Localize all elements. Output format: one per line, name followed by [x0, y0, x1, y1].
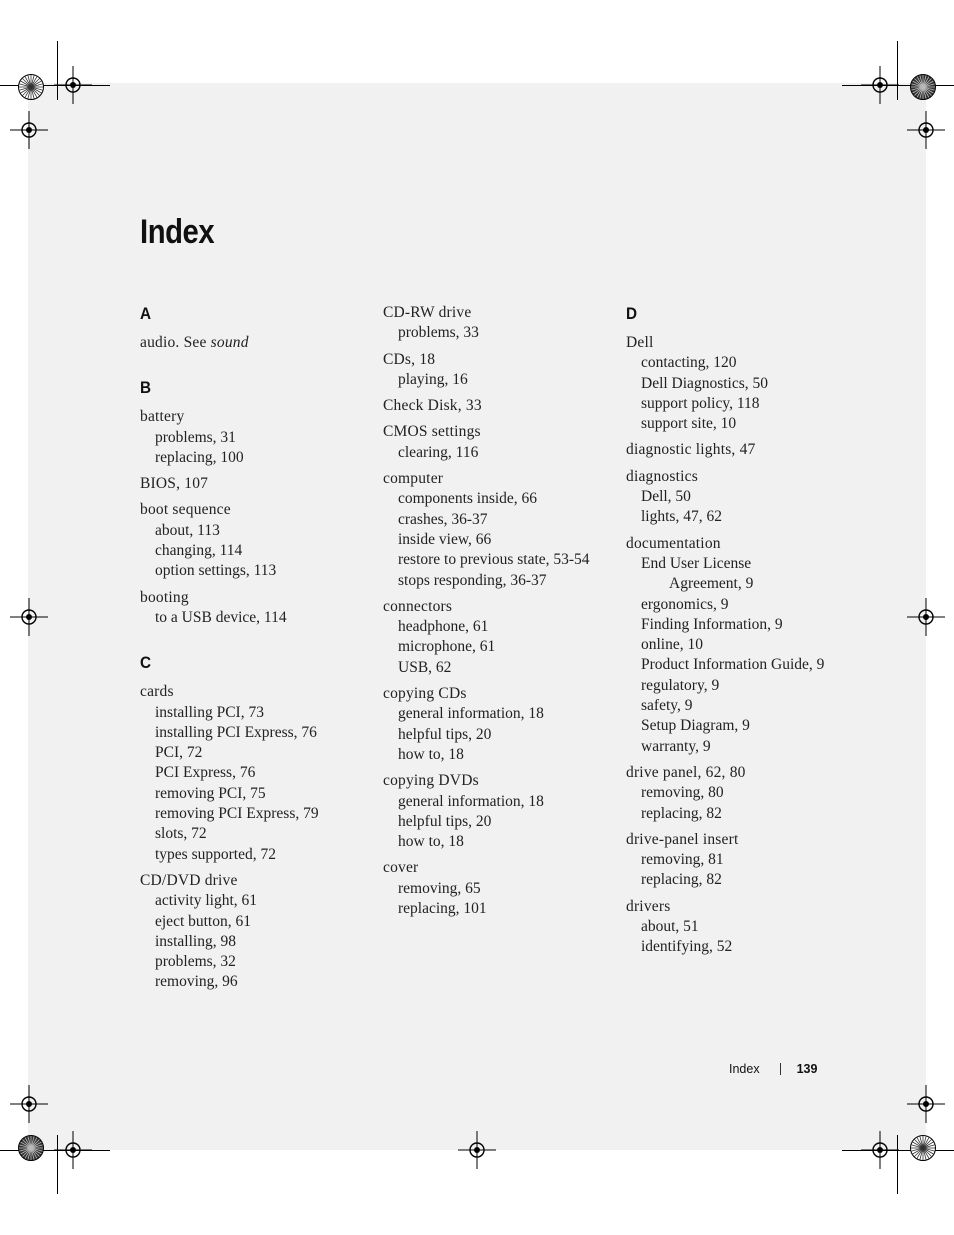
subentry-list	[626, 353, 866, 434]
registration-target-icon	[457, 1130, 497, 1170]
entry-term	[626, 830, 866, 850]
index-entry	[140, 474, 380, 494]
entry-term-text: connectors	[383, 597, 453, 615]
index-entry	[140, 407, 380, 468]
entry-term-text: cards	[140, 683, 174, 701]
entry-term-text: booting	[140, 588, 189, 606]
index-entry	[383, 396, 623, 416]
subentry: safety, 9	[641, 697, 693, 715]
color-starburst-icon	[909, 73, 937, 101]
registration-target-icon	[906, 597, 946, 637]
subentry: Product Information Guide, 9	[641, 656, 825, 674]
registration-target-icon	[9, 110, 49, 150]
entry-term-text: CD/DVD drive	[140, 871, 238, 889]
color-starburst-icon	[909, 1134, 937, 1162]
subentry: removing, 81	[641, 851, 724, 869]
subentry: identifying, 52	[641, 938, 733, 956]
index-entry	[626, 534, 866, 757]
entry-term-text: computer	[383, 470, 444, 488]
subentry: activity light, 61	[155, 892, 258, 910]
index-column-3	[626, 303, 866, 964]
index-entry	[383, 469, 623, 591]
subentry: replacing, 101	[398, 900, 487, 918]
subentry: Dell Diagnostics, 50	[641, 374, 768, 392]
subentry: support site, 10	[641, 415, 737, 433]
entry-term	[140, 871, 380, 891]
subentry-list	[626, 554, 866, 757]
subentry: warranty, 9	[641, 737, 711, 755]
subentry-list	[626, 487, 866, 528]
entry-term-text: battery	[140, 408, 185, 426]
index-entry	[383, 771, 623, 852]
subentry-list	[383, 704, 623, 765]
subentry: contacting, 120	[641, 354, 737, 372]
subentry: installing PCI, 73	[155, 703, 264, 721]
entry-term-text: CD-RW drive	[383, 304, 472, 321]
registration-target-icon	[860, 65, 900, 105]
entry-term	[626, 897, 866, 917]
color-starburst-icon	[17, 73, 45, 101]
subentry-list	[140, 521, 380, 582]
subentry: regulatory, 9	[641, 676, 720, 694]
subentry: installing, 98	[155, 932, 236, 950]
index-entry	[140, 682, 380, 865]
subentry: removing, 80	[641, 784, 724, 802]
letter-gap	[140, 325, 380, 333]
entry-term	[140, 500, 380, 520]
subentry: PCI Express, 76	[155, 764, 256, 782]
subentry: about, 113	[155, 521, 220, 539]
entry-term-text: CMOS settings	[383, 423, 481, 441]
index-entry	[626, 440, 866, 460]
entry-term	[140, 682, 380, 702]
registration-target-icon	[9, 1084, 49, 1124]
index-entry	[383, 303, 623, 344]
subentry: playing, 16	[398, 370, 468, 388]
subentry-list	[626, 850, 866, 891]
entry-term-text: boot sequence	[140, 501, 231, 519]
subentry: installing PCI Express, 76	[155, 723, 317, 741]
entry-term	[626, 333, 866, 353]
entry-term-text: diagnostic lights, 47	[626, 441, 756, 459]
section-letter: C	[140, 653, 152, 673]
index-entry	[383, 422, 623, 463]
entry-term	[383, 597, 623, 617]
entry-term	[383, 303, 623, 323]
subentry: PCI, 72	[155, 744, 203, 762]
color-starburst-icon	[17, 1134, 45, 1162]
index-entry	[626, 467, 866, 528]
subentry: stops responding, 36-37	[398, 571, 547, 589]
entry-term-text: copying CDs	[383, 685, 467, 703]
subentry: Finding Information, 9	[641, 615, 783, 633]
index-entry	[383, 858, 623, 919]
subentry: crashes, 36-37	[398, 510, 488, 528]
subentry: removing PCI, 75	[155, 784, 266, 802]
subentry-list	[383, 617, 623, 678]
subentry-list	[140, 891, 380, 992]
subentry: USB, 62	[398, 658, 452, 676]
section-letter: D	[626, 304, 638, 323]
index-entry	[383, 684, 623, 765]
registration-target-icon	[906, 1084, 946, 1124]
subentry: problems, 31	[155, 428, 236, 446]
subentry: removing, 65	[398, 879, 481, 897]
entry-term-text: diagnostics	[626, 467, 698, 485]
subentry: inside view, 66	[398, 530, 492, 548]
entry-term	[383, 350, 623, 370]
entry-term	[140, 588, 380, 608]
letter-gap	[626, 325, 866, 333]
subentry: to a USB device, 114	[155, 608, 287, 626]
entry-term-text: CDs, 18	[383, 350, 436, 368]
subentry: helpful tips, 20	[398, 725, 492, 743]
subentry-list	[140, 703, 380, 865]
index-entry	[140, 333, 380, 353]
subentry-list	[140, 608, 380, 628]
index-entry	[626, 333, 866, 434]
footer-label: Index	[729, 1062, 760, 1076]
entry-term	[383, 771, 623, 791]
subentry-list	[383, 323, 623, 343]
registration-target-icon	[860, 1130, 900, 1170]
subentry: slots, 72	[155, 825, 207, 843]
registration-target-icon	[53, 65, 93, 105]
subentry-list	[383, 443, 623, 463]
index-column-1	[140, 303, 380, 999]
entry-term	[383, 858, 623, 878]
index-entry	[626, 830, 866, 891]
index-column-2	[383, 303, 623, 925]
subentry: how to, 18	[398, 833, 464, 851]
subentry: replacing, 82	[641, 871, 722, 889]
entry-term-text: copying DVDs	[383, 772, 479, 790]
subentry: online, 10	[641, 636, 703, 654]
entry-term-text: cover	[383, 859, 419, 877]
subentry: replacing, 100	[155, 448, 244, 466]
index-entry	[626, 763, 866, 824]
subentry: headphone, 61	[398, 618, 489, 636]
index-entry	[140, 588, 380, 629]
subentry: lights, 47, 62	[641, 508, 722, 526]
subentry-list	[383, 792, 623, 853]
registration-target-icon	[906, 110, 946, 150]
letter-gap	[140, 674, 380, 682]
subentry: problems, 32	[155, 953, 236, 971]
subentry: clearing, 116	[398, 443, 479, 461]
index-entry	[383, 597, 623, 678]
subentry: how to, 18	[398, 745, 464, 763]
subentry: option settings, 113	[155, 562, 277, 580]
subentry: removing, 96	[155, 973, 238, 991]
entry-term-text: Check Disk, 33	[383, 397, 482, 415]
registration-target-icon	[9, 597, 49, 637]
subentry: ergonomics, 9	[641, 595, 729, 613]
index-entry	[140, 871, 380, 993]
subentry-list	[626, 783, 866, 824]
subentry: eject button, 61	[155, 912, 251, 930]
entry-term-text: drive panel, 62, 80	[626, 763, 746, 781]
subentry: general information, 18	[398, 792, 544, 810]
entry-term	[383, 396, 623, 416]
page-title: Index	[140, 213, 215, 251]
entry-term	[626, 763, 866, 783]
subentry: Agreement, 9	[669, 575, 754, 593]
entry-term-text: BIOS, 107	[140, 475, 209, 493]
index-entry	[383, 350, 623, 391]
subentry: microphone, 61	[398, 638, 496, 656]
subentry: about, 51	[641, 918, 699, 936]
subentry: support policy, 118	[641, 394, 760, 412]
entry-term	[140, 474, 380, 494]
subentry: problems, 33	[398, 324, 479, 342]
entry-term	[140, 333, 380, 353]
section-gap	[140, 634, 380, 652]
entry-term	[383, 684, 623, 704]
subentry: components inside, 66	[398, 490, 538, 508]
entry-term-text: documentation	[626, 534, 721, 552]
subentry: restore to previous state, 53-54	[398, 551, 590, 569]
registration-target-icon	[53, 1130, 93, 1170]
subentry-list	[383, 489, 623, 590]
subentry-list	[626, 917, 866, 958]
subentry: helpful tips, 20	[398, 812, 492, 830]
entry-term-text: Dell	[626, 334, 654, 351]
subentry: Dell, 50	[641, 488, 691, 506]
footer-divider	[780, 1063, 781, 1075]
section-gap	[140, 359, 380, 377]
subentry: types supported, 72	[155, 845, 276, 863]
page-footer	[729, 1062, 817, 1076]
index-entry	[626, 897, 866, 958]
index-entry	[140, 500, 380, 581]
entry-term	[383, 469, 623, 489]
entry-term	[140, 407, 380, 427]
subentry-list	[383, 879, 623, 920]
page-number: 139	[796, 1062, 818, 1076]
subentry: changing, 114	[155, 542, 243, 560]
subentry: removing PCI Express, 79	[155, 805, 319, 823]
subentry: Setup Diagram, 9	[641, 717, 750, 735]
section-letter: B	[140, 378, 152, 398]
section-letter: A	[140, 304, 152, 323]
entry-term-text: drive-panel insert	[626, 830, 739, 848]
see-reference: sound	[210, 334, 249, 351]
subentry-list	[140, 428, 380, 469]
subentry: End User License	[641, 554, 752, 572]
entry-term	[626, 440, 866, 460]
entry-term-text: audio. See	[140, 334, 211, 351]
entry-term	[383, 422, 623, 442]
entry-term-text: drivers	[626, 897, 671, 915]
subentry-list	[383, 370, 623, 390]
entry-term	[626, 534, 866, 554]
entry-term	[626, 467, 866, 487]
subentry: general information, 18	[398, 705, 544, 723]
letter-gap	[140, 399, 380, 407]
subentry: replacing, 82	[641, 804, 722, 822]
